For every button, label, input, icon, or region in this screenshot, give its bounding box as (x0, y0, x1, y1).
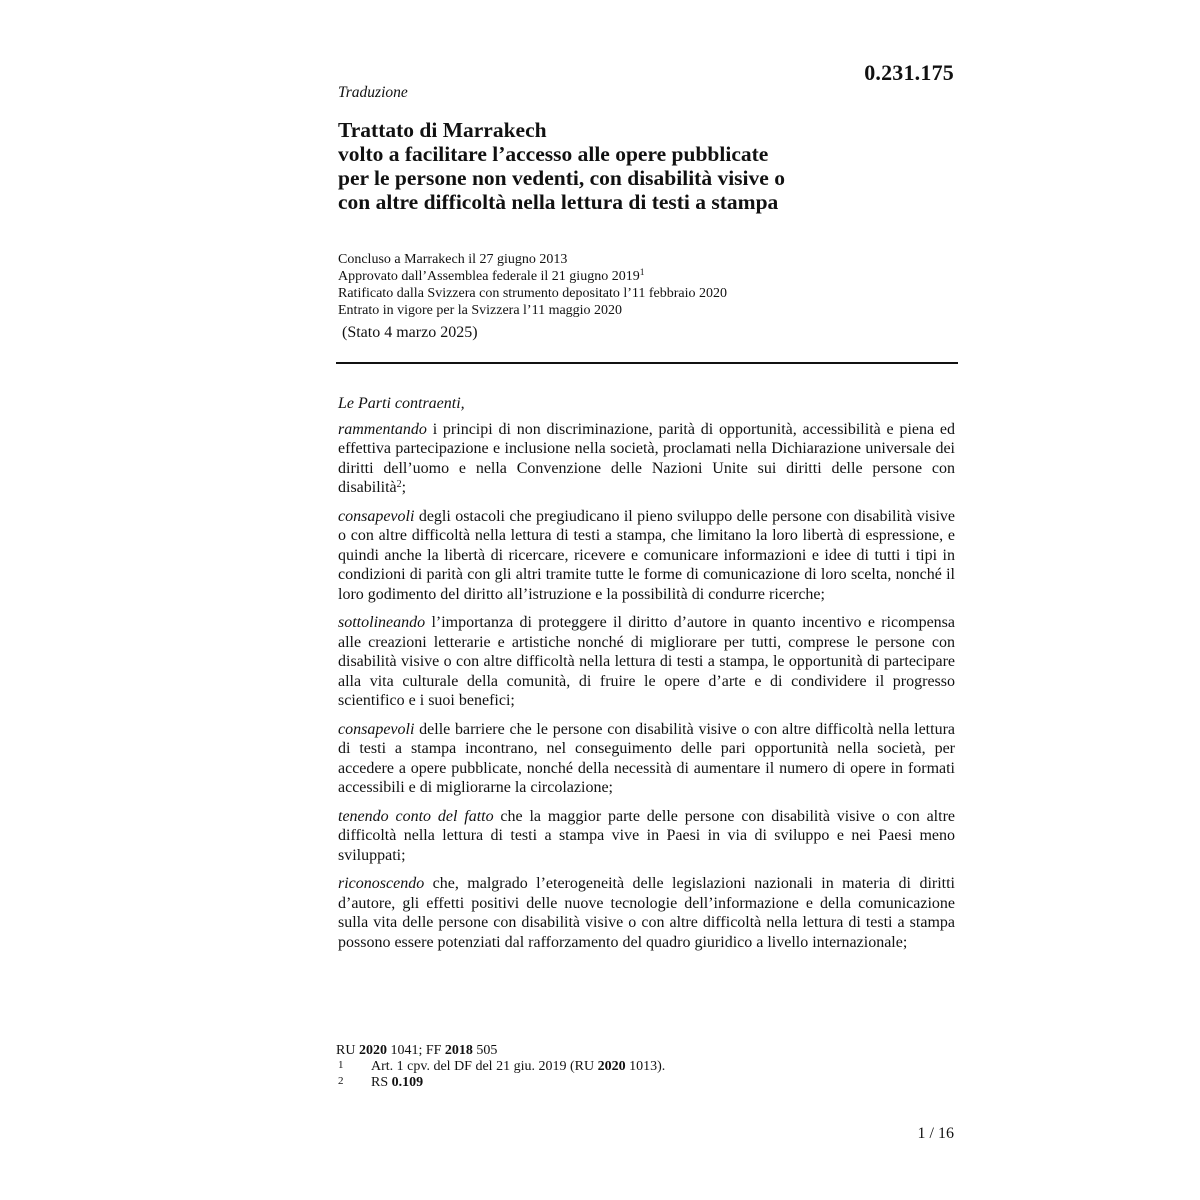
preamble-paragraph (338, 874, 955, 952)
section-divider (336, 362, 958, 364)
treaty-metadata (338, 251, 958, 319)
meta-approved-line (338, 268, 958, 285)
paragraph-text: degli ostacoli che pregiudicano il pieno sviluppo delle persone con disabilità visive o con altre difficoltà nella lettura di testi a stampa, che limitano la loro libertà di espressione, e quindi anche la libertà di ricercare, ricevere e comunicare informazioni e idee di tutti i tipi in condizioni di parità con gli altri tramite tutte le forme di comunicazione di loro scelta, nonché il loro godimento del diritto all’istruzione e la possibilità di condurre ricerche; (338, 507, 955, 603)
ref-ru-page: 1041; FF (386, 1043, 445, 1058)
preamble-paragraph (338, 420, 955, 498)
document-number: 0.231.175 (864, 60, 954, 85)
title-line: Trattato di Marrakech (338, 118, 547, 142)
preamble (338, 394, 955, 961)
title-line: con altre difficoltà nella lettura di testi a stampa (338, 190, 779, 214)
preamble-paragraph (338, 807, 955, 866)
paragraph-lead: rammentando (338, 420, 427, 438)
footnote (336, 1059, 956, 1075)
translation-label: Traduzione (338, 84, 408, 101)
footnote-text-bold: 0.109 (391, 1075, 424, 1090)
meta-ratified: Ratificato dalla Svizzera con strumento depositato l’11 febbraio 2020 (338, 286, 728, 301)
preamble-intro: Le Parti contraenti, (338, 395, 465, 412)
ref-ru-year: 2020 (358, 1043, 387, 1058)
paragraph-text: i principi di non discriminazione, parità di opportunità, accessibilità e piena ed effettiva partecipazione e inclusione nella società, proclamati nella Dichiarazione universale dei diritti dell’uomo e nella Convenzione delle Nazioni Unite sui diritti delle persone con disabilità (338, 420, 955, 496)
paragraph-text: che la maggior parte delle persone con disabilità visive o con altre difficoltà nella lettura di testi a stampa vive in Paesi in via di sviluppo e nei Paesi meno sviluppati; (338, 807, 956, 864)
footnote-text-bold: 2020 (597, 1059, 626, 1074)
footnote-number: 1 (338, 1059, 344, 1071)
preamble-paragraph (338, 507, 955, 605)
footnote-ref: 1 (639, 268, 645, 278)
footnote-text-pre: RS (371, 1075, 392, 1090)
paragraph-text: delle barriere che le persone con disabilità visive o con altre difficoltà nella lettura di testi a stampa incontrano, nel conseguimento delle pari opportunità nella società, per accedere a opere pubblicate, nonché della necessità di aumentare il numero di opere in formati accessibili e di migliorarne la circolazione; (338, 720, 955, 796)
title-line: per le persone non vedenti, con disabilità visive o (338, 166, 785, 190)
title-line: volto a facilitare l’accesso alle opere pubblicate (338, 142, 769, 166)
footnote-text (371, 1059, 665, 1075)
footnote-number: 2 (338, 1075, 344, 1087)
footnote-text-post: 1013). (625, 1059, 666, 1074)
footnote-ref: 2 (396, 479, 402, 490)
paragraph-lead: tenendo conto del fatto (338, 807, 494, 825)
preamble-paragraph (338, 720, 955, 798)
meta-approved: Approvato dall’Assemblea federale il 21 giugno 2019 (338, 269, 640, 284)
paragraph-text: l’importanza di proteggere il diritto d’autore in quanto incentivo e ricompensa alle creazioni letterarie e artistiche nonché di migliorare per tutti, comprese le persone con disabilità visive o con altre difficoltà nella lettura di testi a stampa, le opportunità di partecipare alla vita culturale della comunità, di fruire le opere d’arte e di condividere il progresso scientifico e i suoi benefici; (338, 614, 955, 709)
meta-concluded: Concluso a Marrakech il 27 giugno 2013 (338, 252, 568, 267)
ref-ru-prefix: RU (336, 1043, 359, 1058)
footnotes-section (336, 1043, 956, 1091)
document-title (338, 118, 958, 214)
meta-in-force: Entrato in vigore per la Svizzera l’11 maggio 2020 (338, 303, 623, 318)
page-number: 1 / 16 (917, 1125, 954, 1142)
paragraph-tail: ; (401, 479, 407, 496)
footnote (336, 1075, 956, 1091)
publication-reference (336, 1043, 956, 1059)
footnote-text (371, 1075, 423, 1091)
preamble-paragraph (338, 613, 955, 711)
footnote-text-pre: Art. 1 cpv. del DF del 21 giu. 2019 (RU (371, 1059, 598, 1074)
paragraph-lead: riconoscendo (338, 875, 425, 892)
paragraph-lead: consapevoli (338, 720, 415, 738)
ref-ff-year: 2018 (444, 1043, 473, 1058)
ref-ff-page: 505 (472, 1043, 498, 1058)
status-date: (Stato 4 marzo 2025) (342, 324, 478, 341)
paragraph-lead: sottolineando (338, 614, 426, 631)
paragraph-text: che, malgrado l’eterogeneità delle legislazioni nazionali in materia di diritti d’autore, gli effetti positivi delle nuove tecnologie dell’informazione e della comunicazione sulla vita delle persone con disabilità visive o con altre difficoltà nella lettura di testi a stampa possono essere potenziati dal rafforzamento del quadro giuridico a livello internazionale; (338, 875, 955, 951)
paragraph-lead: consapevoli (338, 507, 415, 525)
